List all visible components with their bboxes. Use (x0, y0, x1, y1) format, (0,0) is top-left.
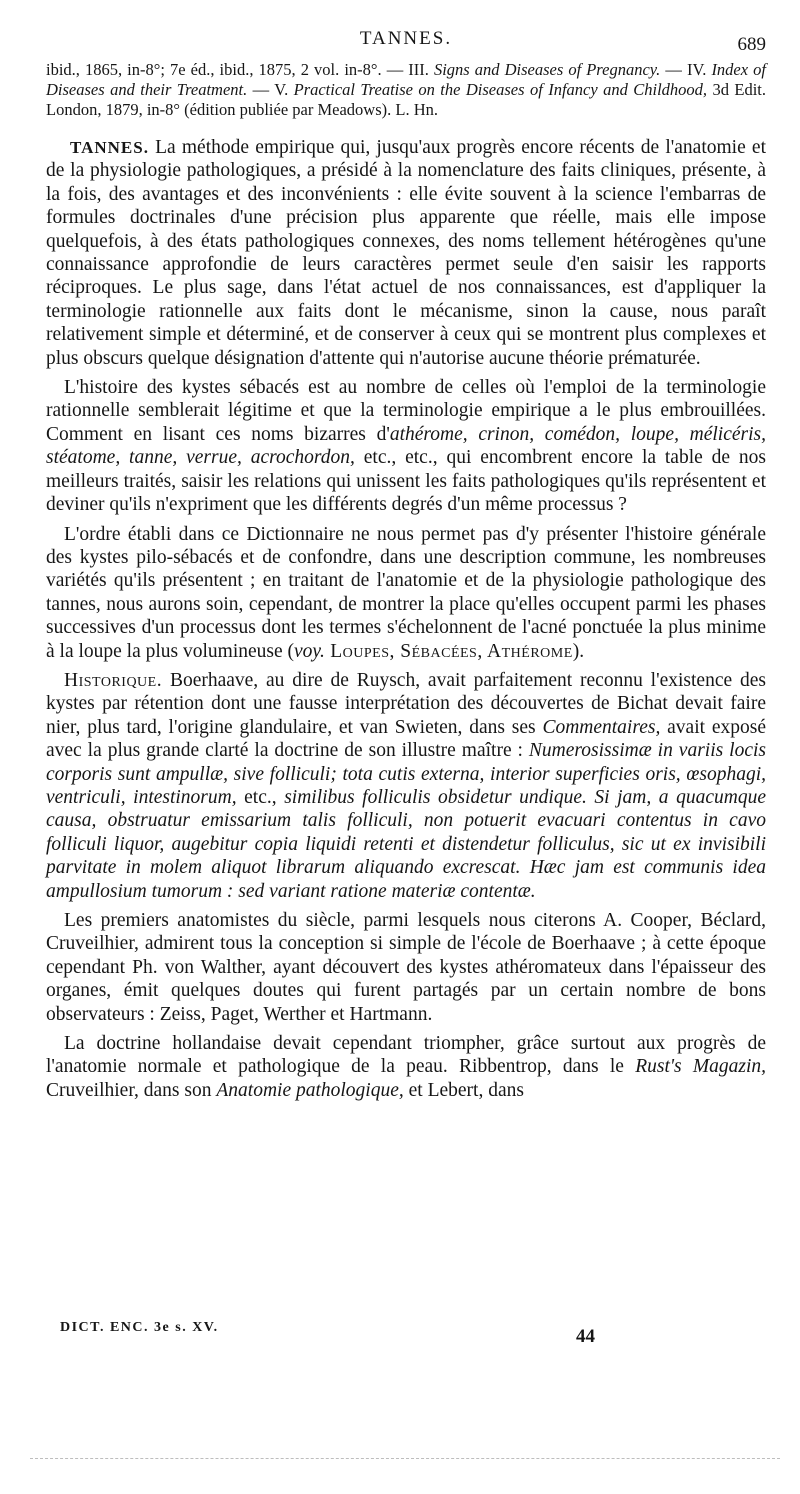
ref-title: Signs and Diseases of Pregnancy. (433, 60, 661, 79)
ref-title: Practical Treatise on the Diseases of Infancy and Childhood, (293, 80, 708, 99)
paragraph-text: ). (572, 640, 585, 662)
bibliography-references (46, 60, 766, 120)
italic-terms: athérome, crinon, comédon, loupe, mélicéris, stéatome, tanne, verrue, acrochordon, (46, 423, 766, 469)
paragraph-text: L'histoire des kystes sébacés est au nombre de celles où l'emploi de la terminologie rationnelle semblerait légitime et que la terminologie empirique a le plus embrouillées. Comment en lisant ces noms bizarres d' (46, 377, 766, 445)
italic-voy: voy. (294, 640, 325, 662)
scan-artifact-line (30, 1458, 780, 1460)
paragraph-text: L'ordre établi dans ce Dictionnaire ne nous permet pas d'y présenter l'histoire générale des kystes pilo-sébacés et de confondre, dans une description commune, les nombreuses variétés qu'ils présentent ; en traitant de l'anatomie et de la physiologie pathologique des tannes, nous aurons soin, cependant, de montrer la place qu'elles occupent parmi les phases successives d'un processus dont les termes s'échelonnent de l'acné ponctuée la plus minime à la loupe la plus volumineuse ( (46, 523, 766, 662)
paragraph-text: La méthode empirique qui, jusqu'aux progrès encore récents de l'anatomie et de la physiologie pathologiques, a présidé à la nomenclature des faits cliniques, présente, à la fois, des avantages et des inconvénients : elle évite souvent à la science l'embarras de formules doctrinales d'une précision plus apparente que réelle, mais elle impose quelquefois, à des états pathologiques connexes, des noms tellement hétérogènes qu'une connaissance approfondie de leurs caractères permet seule d'en saisir les rapports réciproques. Le plus sage, dans l'état actuel de nos connaissances, est d'appliquer la terminologie rationnelle aux faits dont le mécanisme, sinon la cause, nous paraît relativement simple et déterminé, et de conserver à ceux qui se montrent plus complexes et plus obscurs quelque désignation d'attente qui n'autorise aucune théorie prématurée. (46, 137, 766, 369)
ref-text: ibid., 1865, in-8°; 7e éd., ibid., 1875, 2 vol. in-8°. — III. (46, 60, 434, 79)
section-lead: Historique. (64, 669, 163, 691)
latin-quote: Numerosissimæ in variis locis corporis sunt ampullæ, sive folliculi; tota cutis externa, interior superficies oris, œsophagi, ventriculi, intestinorum, (46, 740, 766, 808)
paragraph-text: et Lebert, dans (403, 1079, 524, 1101)
running-title: TANNES. (359, 28, 453, 49)
document-page (46, 28, 766, 1108)
paragraph-text: Cruveilhier, dans son (46, 1079, 217, 1101)
entry-headword: TANNES. (70, 138, 149, 157)
running-header (46, 28, 766, 56)
page-number: 689 (737, 34, 766, 55)
paragraph (46, 136, 766, 370)
ref-text: — IV. (660, 60, 712, 79)
paragraph (46, 523, 766, 663)
paragraph-text: etc., (236, 786, 285, 808)
paragraph-text: avait exposé avec la plus grande clarté la doctrine de son illustre maître : (46, 716, 766, 762)
cross-references: Loupes, Sébacées, Athérome (324, 640, 573, 662)
paragraph-text: Boerhaave, au dire de Ruysch, avait parfaitement reconnu l'existence des kystes par rétention dont une fausse interprétation des découvertes de Bichat devait faire nier, plus tard, l'origine glandulaire, et van Swieten, dans ses (46, 669, 766, 738)
ref-text: — V. (247, 80, 294, 99)
signature-mark: DICT. ENC. 3e s. XV. (60, 1320, 219, 1335)
ref-title: Index of Diseases and their Treatment. (46, 60, 766, 99)
italic-title: Anatomie pathologique, (216, 1079, 404, 1101)
paragraph-text: Les premiers anatomistes du siècle, parmi lesquels nous citerons A. Cooper, Béclard, Cruveilhier, admirent tous la conception si simple de l'école de Boerhaave ; à cette époque cependant Ph. von Walther, ayant découvert des kystes athéromateux dans l'épaisseur des organes, émit quelques doutes qui furent partagés par un certain nombre de bons observateurs : Zeiss, Paget, Werther et Hartmann. (46, 910, 766, 1025)
paragraph (46, 909, 766, 1026)
folio-number: 44 (576, 1326, 595, 1347)
ref-text: 3d Edit. London, 1879, in-8° (édition publiée par Meadows). L. Hn. (46, 80, 766, 119)
italic-title: Commentaires, (542, 716, 661, 738)
paragraph (46, 1032, 766, 1102)
latin-quote: similibus folliculis obsidetur undique. Si jam, a quacumque causa, obstruatur emissarium talis folliculi, non potuerit evacuari contentus in cavo folliculi liquor, augebitur copia liquidi retenti et distendetur folliculus, sic ut ex invisibili parvitate in molem aliquot librarum aliquando excrescat. Hæc jam est communis idea ampullosium tumorum : sed variant ratione materiæ contentæ. (46, 786, 766, 902)
paragraph-text: etc., etc., qui encombrent encore la table de nos meilleurs traités, saisir les relations qui unissent les faits pathologiques qu'ils représentent et deviner qu'ils n'expriment que les différents degrés d'un même processus ? (46, 447, 766, 516)
paragraph (46, 669, 766, 903)
paragraph (46, 376, 766, 516)
article-body (46, 136, 766, 1102)
italic-title: Rust's Magazin, (635, 1056, 766, 1078)
page-footer (0, 1320, 800, 1360)
paragraph-text: La doctrine hollandaise devait cependant triompher, grâce surtout aux progrès de l'anatomie normale et pathologique de la peau. Ribbentrop, dans le (46, 1033, 766, 1078)
